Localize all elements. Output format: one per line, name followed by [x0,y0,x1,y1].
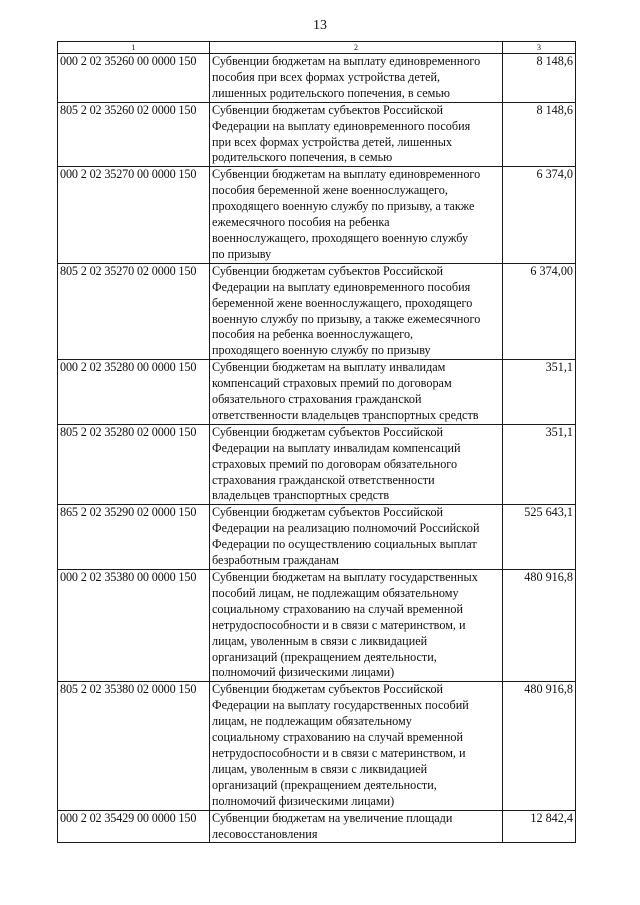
revenue-description [210,167,503,263]
table-row [58,424,576,505]
amount-value: 525 643,1 [503,505,576,570]
amount-value: 8 148,6 [503,102,576,167]
description-line: при всех формах устройства детей, лишенных [212,134,453,149]
classification-code: 805 2 02 35280 02 0000 150 [58,424,210,505]
revenue-description [210,570,503,682]
description-line: Субвенции бюджетам на увеличение площади [212,810,453,825]
column-header-code: 1 [58,42,210,54]
description-line: Федерации на реализацию полномочий Российской [212,521,480,536]
description-line: Федерации на выплату единовременного пособия [212,118,471,133]
classification-code: 000 2 02 35380 00 0000 150 [58,570,210,682]
classification-code: 000 2 02 35280 00 0000 150 [58,360,210,425]
description-line: Субвенции бюджетам субъектов Российской [212,102,444,117]
revenue-description [210,682,503,810]
description-line: Федерации по осуществлению социальных выплат [212,537,477,552]
description-line: пособия беременной жене военнослужащего, [212,183,448,198]
description-line: Федерации на выплату государственных пособий [212,698,469,713]
revenue-description [210,360,503,425]
amount-value: 8 148,6 [503,54,576,103]
description-line: ответственности владельцев транспортных средств [212,407,479,422]
classification-code: 805 2 02 35270 02 0000 150 [58,263,210,359]
description-line: проходящего военную службу по призыву [212,343,431,358]
amount-value: 480 916,8 [503,682,576,810]
description-line: беременной жене военнослужащего, проходящего [212,295,473,310]
description-line: полномочий физическими лицами) [212,665,395,680]
description-line: Федерации на выплату инвалидам компенсаций [212,440,461,455]
table-row [58,167,576,263]
description-line: ежемесячного пособия на ребенка [212,215,390,230]
description-line: Субвенции бюджетам субъектов Российской [212,505,444,520]
revenue-description [210,505,503,570]
table-row [58,682,576,810]
amount-value: 480 916,8 [503,570,576,682]
description-line: нетрудоспособности и в связи с материнством, и [212,617,466,632]
description-line: Субвенции бюджетам субъектов Российской [212,263,444,278]
description-line: пособия при всех формах устройства детей, [212,69,441,84]
description-line: социальному страхованию на случай временной [212,601,463,616]
classification-code: 000 2 02 35260 00 0000 150 [58,54,210,103]
table-row [58,54,576,103]
description-line: Субвенции бюджетам на выплату единовременного [212,54,481,68]
description-line: Субвенции бюджетам на выплату инвалидам [212,360,446,375]
classification-code: 805 2 02 35260 02 0000 150 [58,102,210,167]
description-line: военную службу по призыву, а также ежемесячного [212,311,481,326]
table-row [58,810,576,843]
description-line: родительского попечения, в семью [212,150,393,165]
table-header-row [58,42,576,54]
description-line: военнослужащего, проходящего военную службу [212,230,469,245]
description-line: страховых премий по договорам обязательного [212,456,458,471]
amount-value: 351,1 [503,424,576,505]
description-line: социальному страхованию на случай временной [212,730,463,745]
description-line: лицам, уволенным в связи с ликвидацией [212,633,428,648]
page-number: 13 [313,18,327,33]
description-line: организаций (прекращением деятельности, [212,777,437,792]
description-line: владельцев транспортных средств [212,488,390,503]
table-row [58,360,576,425]
description-line: лишенных родительского попечения, в семью [212,85,451,100]
table-body [58,54,576,843]
description-line: Субвенции бюджетам субъектов Российской [212,682,444,697]
amount-value: 351,1 [503,360,576,425]
amount-value: 6 374,00 [503,263,576,359]
revenue-description [210,810,503,843]
classification-code: 000 2 02 35270 00 0000 150 [58,167,210,263]
description-line: Федерации на выплату единовременного пособия [212,279,471,294]
table-row [58,505,576,570]
description-line: лицам, уволенным в связи с ликвидацией [212,761,428,776]
description-line: нетрудоспособности и в связи с материнством, и [212,745,466,760]
amount-value: 12 842,4 [503,810,576,843]
revenue-description [210,424,503,505]
budget-table [57,41,576,843]
classification-code: 000 2 02 35429 00 0000 150 [58,810,210,843]
description-line: лицам, не подлежащим обязательному [212,714,412,729]
classification-code: 805 2 02 35380 02 0000 150 [58,682,210,810]
description-line: Субвенции бюджетам на выплату единовременного [212,167,481,182]
description-line: обязательного страхования гражданской [212,392,422,407]
description-line: страхования гражданской ответственности [212,472,435,487]
table-row [58,102,576,167]
column-header-amount: 3 [503,42,576,54]
description-line: Субвенции бюджетам на выплату государственных [212,570,478,584]
description-line: полномочий физическими лицами) [212,793,395,808]
table-row [58,570,576,682]
revenue-description [210,263,503,359]
table-row [58,263,576,359]
description-line: пособий лицам, не подлежащим обязательному [212,585,459,600]
description-line: безработным гражданам [212,553,340,568]
column-header-description: 2 [210,42,503,54]
description-line: организаций (прекращением деятельности, [212,649,437,664]
description-line: компенсаций страховых премий по договорам [212,376,452,391]
amount-value: 6 374,0 [503,167,576,263]
description-line: лесовосстановления [212,826,318,841]
revenue-description [210,54,503,103]
revenue-description [210,102,503,167]
description-line: проходящего военную службу по призыву, а также [212,199,475,214]
description-line: пособия на ребенка военнослужащего, [212,327,414,342]
classification-code: 865 2 02 35290 02 0000 150 [58,505,210,570]
description-line: по призыву [212,246,272,261]
description-line: Субвенции бюджетам субъектов Российской [212,424,444,439]
